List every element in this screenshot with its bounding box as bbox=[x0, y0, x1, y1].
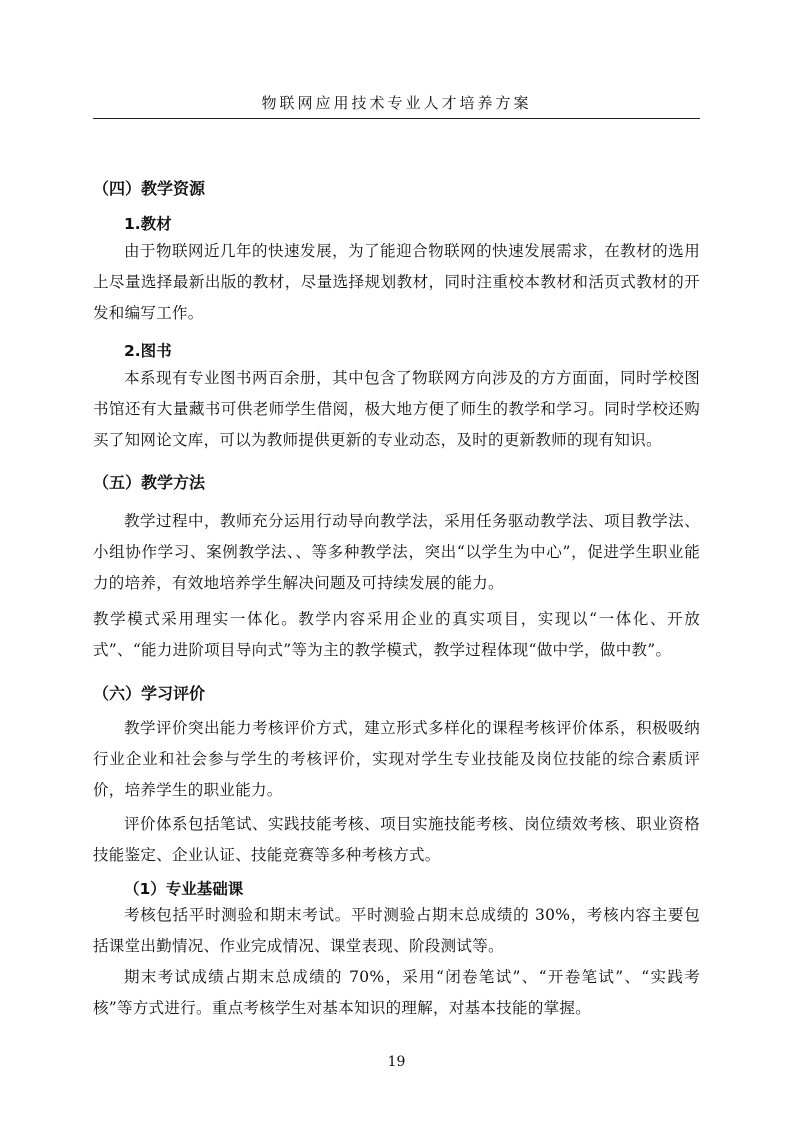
section-heading-teaching-methods: （五）教学方法 bbox=[93, 473, 206, 492]
paragraph-evaluation-approach: 教学评价突出能力考核评价方式，建立形式多样化的课程考核评价体系，积极吸纳行业企业和社会参与学生的考核评价，实现对学生专业技能及岗位技能的综合素质评价，培养学生的职业能力。 bbox=[93, 719, 700, 799]
paragraph-teaching-process: 教学过程中，教师充分运用行动导向教学法，采用任务驱动教学法、项目教学法、小组协作学习、案例教学法、、等多种教学法，突出“以学生为中心”，促进学生职业能力的培养，有效地培养学生解决问题及可持续发展的能力。 bbox=[93, 512, 700, 592]
paragraph-final-exam: 期末考试成绩占期末总成绩的 70%，采用“闭卷笔试”、“开卷笔试”、“实践考核”等方式进行。重点考核学生对基本知识的理解，对基本技能的掌握。 bbox=[93, 968, 700, 1017]
running-header: 物联网应用技术专业人才培养方案 bbox=[261, 94, 532, 112]
subheading-foundation-courses: （1）专业基础课 bbox=[124, 880, 244, 898]
header-rule bbox=[93, 118, 700, 119]
section-heading-learning-evaluation: （六）学习评价 bbox=[93, 684, 206, 703]
paragraph-teaching-mode: 教学模式采用理实一体化。教学内容采用企业的真实项目，实现以“一体化、开放式”、“能力进阶项目导向式”等为主的教学模式，教学过程体现“做中学，做中教”。 bbox=[93, 610, 700, 659]
paragraph-regular-assessment: 考核包括平时测验和期末考试。平时测验占期末总成绩的 30%，考核内容主要包括课堂出勤情况、作业完成情况、课堂表现、阶段测试等。 bbox=[93, 906, 700, 955]
paragraph-evaluation-system: 评价体系包括笔试、实践技能考核、项目实施技能考核、岗位绩效考核、职业资格技能鉴定、企业认证、技能竞赛等多种考核方式。 bbox=[93, 815, 700, 864]
subheading-books: 2.图书 bbox=[124, 342, 172, 360]
section-heading-teaching-resources: （四）教学资源 bbox=[93, 179, 206, 198]
page-number: 19 bbox=[387, 1054, 406, 1070]
paragraph-textbooks: 由于物联网近几年的快速发展，为了能迎合物联网的快速发展需求，在教材的选用上尽量选择最新出版的教材，尽量选择规划教材，同时注重校本教材和活页式教材的开发和编写工作。 bbox=[93, 242, 700, 322]
paragraph-books: 本系现有专业图书两百余册，其中包含了物联网方向涉及的方方面面，同时学校图书馆还有大量藏书可供老师学生借阅，极大地方便了师生的教学和学习。同时学校还购买了知网论文库，可以为教师提供更新的专业动态，及时的更新教师的现有知识。 bbox=[93, 369, 700, 449]
subheading-textbooks: 1.教材 bbox=[124, 215, 172, 233]
